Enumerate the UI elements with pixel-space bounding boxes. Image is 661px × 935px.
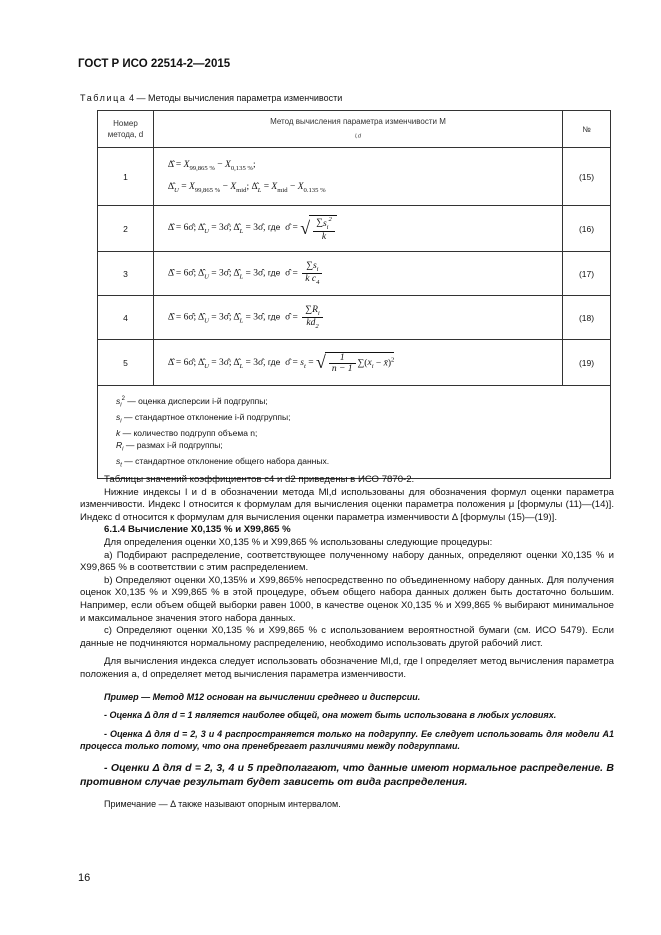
table-caption	[80, 93, 342, 103]
formula-cell: Δ̂ = 6σ̂; $\Deltâ_U$ = 3σ̂; $\Deltâ_L$ = 3σ̂, где σ̂ = √ $\frac{\sum s_i^2}{k}$	[153, 206, 562, 252]
col-header-method-number: Номер метода, d	[98, 111, 154, 148]
legend-item: $s_i$ — стандартное отклонение i-й подгруппы;	[116, 412, 291, 425]
paragraph: Для определения оценки X0,135 % и X99,865 % использованы следующие процедуры:	[104, 536, 493, 548]
legend-item: $s_t$ — стандартное отклонение общего набора данных.	[116, 455, 330, 469]
col-header-number: №	[563, 111, 611, 148]
body-text	[80, 474, 614, 810]
legend-item: $s_i^2$ — оценка дисперсии i-й подгруппы;	[116, 395, 268, 409]
table-row	[98, 252, 611, 296]
paragraph: Таблицы значений коэффициентов c4 и d2 приведены в ИСО 7870-2.	[104, 474, 415, 485]
note-text: Примечание — Δ также называют опорным интервалом.	[104, 798, 341, 809]
paragraph: Нижние индексы l и d в обозначении метода Ml,d использованы для обозначения формул оценки параметра изменчивости. Индекс l относится к формулам для вычисления оценки параметра положения μ [формулы (11)—(14)]. Индекс d относится к формулам для вычисления оценки параметра изменчивости Δ [формулы (15)—(19)].	[80, 486, 614, 523]
example-text: - Оценка Δ для d = 1 является наиболее общей, она может быть использована в любых условиях.	[104, 710, 557, 721]
formula-ref: (19)	[563, 340, 611, 386]
method-number: 2	[98, 206, 154, 252]
table-row	[98, 340, 611, 386]
method-number: 1	[98, 148, 154, 206]
method-number: 5	[98, 340, 154, 386]
document-header: ГОСТ Р ИСО 22514-2—2015	[78, 58, 231, 70]
page-number: 16	[78, 872, 91, 884]
paragraph: b) Определяют оценки X0,135% и X99,865% непосредственно по объединенному набору данных. Для получения оценок X0,135 % и X99,865 % в этой процедуре, объем общего набора данных должен быть достаточно большим. Например, если объем общей выборки равен 1000, в качестве оценок X0,135 % и X99,865 % выбирают минимальное и максимальное значения этого набора данных.	[80, 574, 614, 624]
method-number: 3	[98, 252, 154, 296]
formula-ref: (15)	[563, 148, 611, 206]
formula-ref: (18)	[563, 296, 611, 340]
paragraph: Для вычисления индекса следует использовать обозначение Ml,d, где l определяет метод вычисления параметра положения a, d определяет метод вычисления параметра изменчивости.	[80, 656, 614, 680]
formula-ref: (16)	[563, 206, 611, 252]
formula-ref: (17)	[563, 252, 611, 296]
paragraph: а) Подбирают распределение, соответствующее полученному набору данных, определяют оценки X0,135 % и X99,865 % в соответствии с этим распределением.	[80, 549, 614, 574]
section-heading: 6.1.4 Вычисление X0,135 % и X99,865 %	[104, 524, 291, 536]
formula-cell: Δ̂ = 6σ̂; $\Deltâ_U$ = 3σ̂; $\Deltâ_L$ = 3σ̂, где σ̂ = $\frac{\sum s_i}{k c_4}$	[153, 252, 562, 296]
table-row	[98, 206, 611, 252]
example-text: - Оценка Δ для d = 2, 3 и 4 распространяется только на подгруппу. Ее следует использовать для модели A1 процесса только потому, что она пренебрегает различиями между подгруппами.	[80, 728, 614, 752]
example-text: - Оценки Δ для d = 2, 3, 4 и 5 предполагают, что данные имеют нормальное распределение. В противном случае результат будет зависеть от вида распределения.	[80, 761, 614, 788]
table-caption-prefix: Таблица	[80, 93, 127, 103]
table-header-row	[98, 111, 611, 148]
table-legend	[98, 386, 611, 479]
table-row	[98, 296, 611, 340]
paragraph: c) Определяют оценки X0,135 % и X99,865 % с использованием вероятностной бумаги (см. ИСО 5479). Если данные не подчиняются нормальному распределению, необходимо использовать другой рабочий лист.	[80, 625, 614, 649]
table-row	[98, 148, 611, 206]
method-number: 4	[98, 296, 154, 340]
legend-item: $R_i$ — размах i-й подгруппы;	[116, 439, 223, 453]
formula-cell: Δ̂ = 6σ̂; $\Deltâ_U$ = 3σ̂; $\Deltâ_L$ = 3σ̂, где σ̂ = $\frac{\sum R_i}{kd_2}$	[153, 296, 562, 340]
methods-table	[97, 110, 611, 479]
legend-item: k — количество подгрупп объема n;	[116, 428, 258, 439]
formula-cell: Δ̂ = $X_{99,865 \%} - X_{0,135 \%}$; $\Deltâ_U = X_{99,865 \%} - X_{mid}$; $\Deltâ_L = X_{mid} - X_{0.135 \%}$	[153, 148, 562, 206]
formula-cell: Δ̂ = 6σ̂; $\Deltâ_U$ = 3σ̂; $\Deltâ_L$ = 3σ̂, где σ̂ = $s_t$ = √ $\frac{1}{n - 1}$ $\sum(x_i$ − x̄)$^2$	[153, 340, 562, 386]
table-legend-row	[98, 386, 611, 479]
col-header-method: Метод вычисления параметра изменчивости M $_{l,d}$	[153, 111, 562, 148]
example-text: Пример — Метод M12 основан на вычислении среднего и дисперсии.	[104, 691, 421, 702]
table-caption-text: 4 — Методы вычисления параметра изменчивости	[129, 93, 343, 103]
